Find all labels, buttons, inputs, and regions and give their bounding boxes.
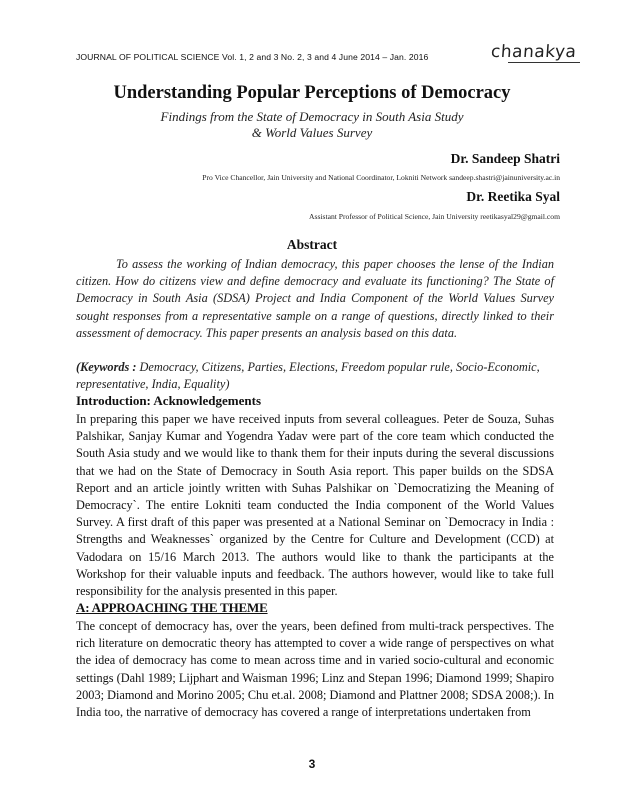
paper-title: Understanding Popular Perceptions of Democracy	[113, 83, 511, 103]
paper-subtitle-line-2: & World Values Survey	[251, 125, 373, 140]
paper-subtitle-line-1: Findings from the State of Democracy in South Asia Study	[160, 109, 464, 124]
theme-heading: A: APPROACHING THE THEME	[76, 600, 268, 615]
author-name-1: Dr. Sandeep Shatri	[450, 151, 560, 166]
author-name-2: Dr. Reetika Syal	[466, 189, 560, 204]
abstract-heading: Abstract	[286, 237, 338, 252]
page-number: 3	[308, 757, 316, 771]
keywords	[76, 359, 554, 393]
theme-paragraph: The concept of democracy has, over the years, been defined from multi-track perspectives. The rich literature on democratic theory has attempted to cover a wide range of perspectives on what the idea of democracy has come to mean across time and in varied socio-cultural and economic settings (Dahl 1989; Lijphart and Waisman 1996; Linz and Stepan 1996; Diamond 1999; Shapiro 2003; Diamond and Morino 2005; Chu et.al. 2008; Diamond and Plattner 2008; SDSA 2008;). In India too, the narrative of democracy has covered a range of interpretations undertaken from	[76, 619, 554, 720]
logo-underline	[508, 62, 580, 63]
intro-paragraph: In preparing this paper we have received inputs from several colleagues. Peter de Souza, Suhas Palshikar, Sanjay Kumar and Yogendra Yadav were part of the core team which conducted the South Asia study and we would like to thank them for their inputs during the several discussions that we had on the State of Democracy in South Asia report. This paper builds on the SDSA Report and an article jointly written with Suhas Palshikar on `Democratizing the Meaning of Democracy`. The entire Lokniti team conducted the India component of the World Values Survey. A first draft of this paper was presented at a National Seminar on `Democracy in India : Strengths and Weaknesses` organized by the Centre for Culture and Development (CCD) at Vadodara on 15/16 March 2013. The authors would like to thank the participants at the Workshop for their valuable inputs and feedback. The authors however, would like to take full responsibility for the analysis presented in this paper.	[76, 412, 554, 599]
author-affiliation-1: Pro Vice Chancellor, Jain University and National Coordinator, Lokniti Network sandeep.shastri@jainuniversity.ac.in	[202, 173, 560, 182]
abstract-text: To assess the working of Indian democracy, this paper chooses the lense of the Indian citizen. How do citizens view and define democracy and evaluate its functioning? The State of Democracy in South Asia (SDSA) Project and India Component of the World Values Survey sought responses from a representative sample on a range of questions, directly linked to their assessment of democracy. This paper presents an analysis based on this data.	[76, 257, 554, 340]
keywords-text: Democracy, Citizens, Parties, Elections, Freedom popular rule, Socio-Economic, representative, India, Equality)	[76, 360, 540, 392]
journal-citation-line: JOURNAL OF POLITICAL SCIENCE Vol. 1, 2 and 3 No. 2, 3 and 4 June 2014 – Jan. 2016	[76, 52, 429, 62]
keywords-label: (Keywords :	[76, 360, 137, 374]
intro-heading: Introduction: Acknowledgements	[76, 393, 262, 408]
chanakya-logo: chanakya	[489, 42, 577, 62]
running-header	[76, 42, 580, 70]
author-affiliation-2: Assistant Professor of Political Science, Jain University reetikasyal29@gmail.com	[309, 212, 560, 221]
